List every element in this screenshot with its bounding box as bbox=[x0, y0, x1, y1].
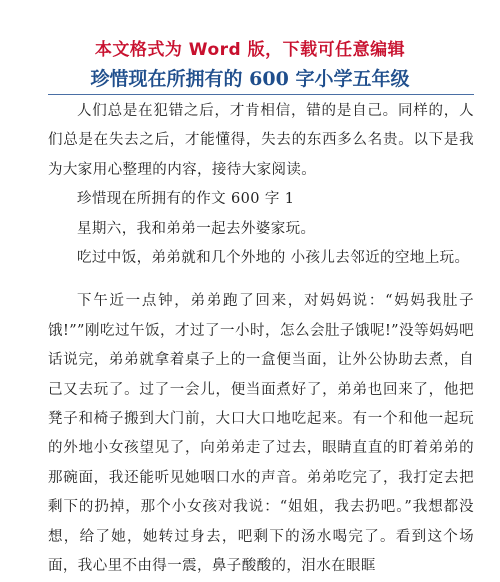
word-format-banner: 本文格式为 Word 版，下载可任意编辑 bbox=[94, 40, 406, 60]
paragraph-afternoon: 下午近一点钟，弟弟跑了回来，对妈妈说：“妈妈我肚子饿!””刚吃过午饭，才过了一小时，怎么会肚子饿呢!”没等妈妈吧话说完，弟弟就拿着桌子上的一盒便当面，让外公协助去煮，自己又去玩了。过了一会儿，便当面煮好了，弟弟也回来了，他把凳子和椅子搬到大门前，大口大口地吃起来。有一个和他一起玩的外地小女孩望见了，向弟弟走了过去，眼睛直直的盯着弟弟的那碗面，我还能听见她咽口水的声音。弟弟吃完了，我打定去把剩下的扔掉，那个小女孩对我说：“姐姐，我去扔吧。”我想都没想，给了她，她转过身去，吧剩下的汤水喝完了。看到这个场面，我心里不由得一震，鼻子酸酸的，泪水在眼眶 bbox=[48, 293, 474, 575]
title-divider bbox=[48, 94, 474, 95]
paragraph-section-heading: 珍惜现在所拥有的作文 600 字 1 bbox=[77, 191, 295, 208]
paragraph-lunch: 吃过中饭，弟弟就和几个外地的 小孩儿去邻近的空地上玩。 bbox=[77, 250, 470, 267]
paragraph-intro: 人们总是在犯错之后，才肯相信，错的是自己。同样的，人们总是在失去之后，才能懂得，失去的东西多么名贵。以下是我为大家用心整理的内容，接待大家阅读。 bbox=[48, 103, 474, 178]
document-body bbox=[48, 97, 474, 582]
paragraph-saturday: 星期六，我和弟弟一起去外婆家玩。 bbox=[77, 220, 316, 237]
document-title: 珍惜现在所拥有的 600 字小学五年级 bbox=[90, 68, 410, 90]
